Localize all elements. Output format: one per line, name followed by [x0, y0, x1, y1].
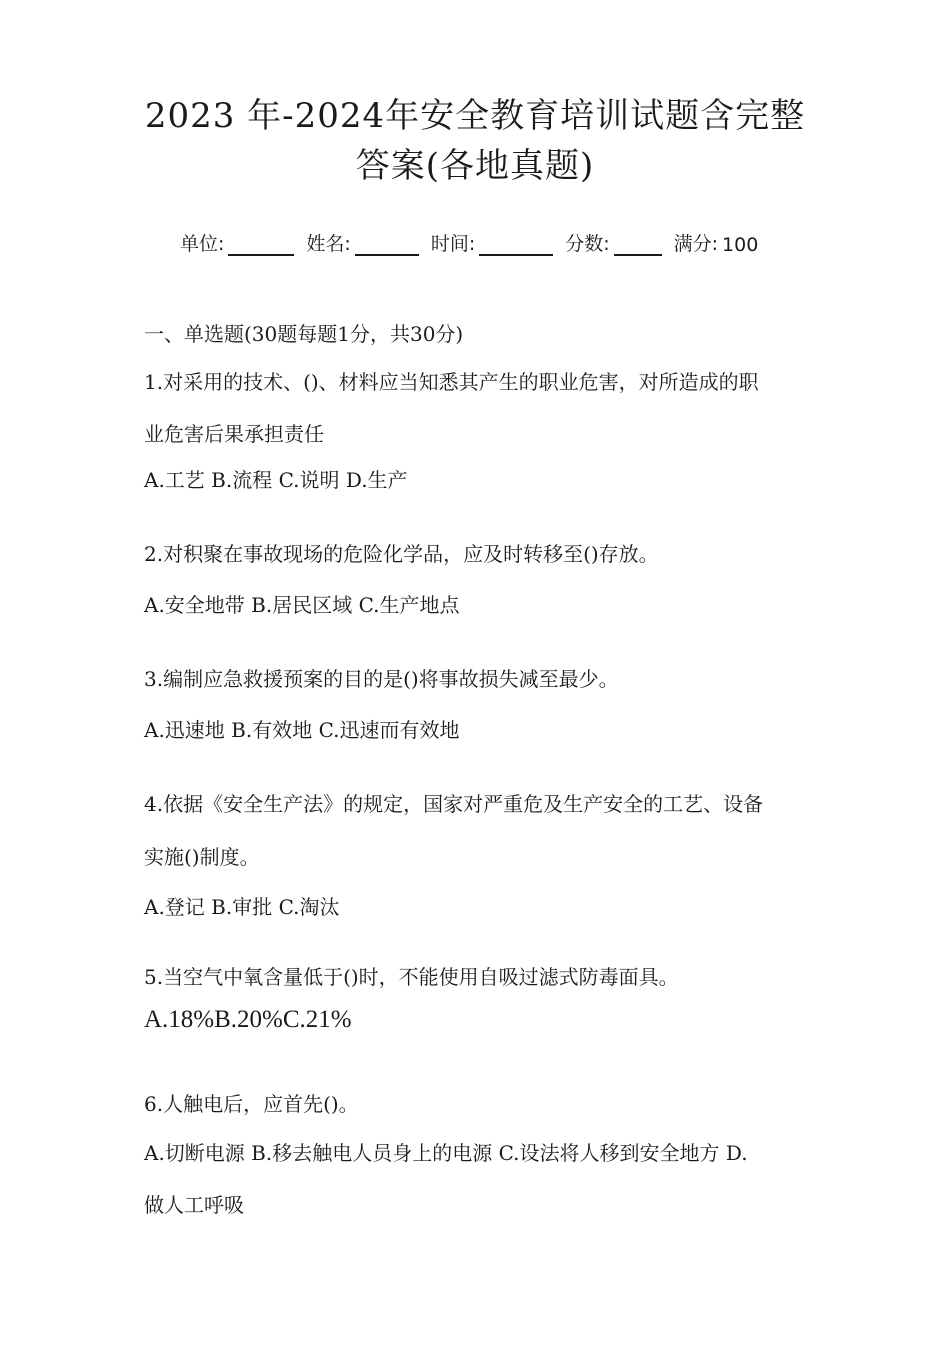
- score-blank: [614, 232, 662, 256]
- question-3-text: 3.编制应急救援预案的目的是()将事故损失减至最少。: [144, 667, 619, 691]
- question-6-text: 6.人触电后，应首先()。: [144, 1092, 359, 1116]
- question-2-options: A.安全地带 B.居民区域 C.生产地点: [144, 593, 460, 617]
- document-title-line-1: 2023 年-2024年安全教育培训试题含完整: [144, 96, 806, 136]
- question-4-text-line-1: 4.依据《安全生产法》的规定，国家对严重危及生产安全的工艺、设备: [144, 792, 764, 816]
- unit-blank: [228, 232, 294, 256]
- name-label: 姓名:: [306, 233, 351, 255]
- question-3-options: A.迅速地 B.有效地 C.迅速而有效地: [144, 718, 460, 742]
- section-heading: 一、单选题(30题每题1分，共30分): [144, 322, 464, 346]
- question-6-options-line-2: 做人工呼吸: [144, 1193, 244, 1217]
- question-4-options: A.登记 B.审批 C.淘汰: [144, 895, 340, 919]
- time-label: 时间:: [430, 233, 476, 255]
- question-2-text: 2.对积聚在事故现场的危险化学品，应及时转移至()存放。: [144, 542, 659, 566]
- question-5-options: A.18%B.20%C.21%: [144, 1006, 352, 1033]
- score-label: 分数:: [565, 233, 610, 255]
- question-1-options: A.工艺 B.流程 C.说明 D.生产: [144, 468, 408, 492]
- question-1-text-line-1: 1.对采用的技术、()、材料应当知悉其产生的职业危害，对所造成的职: [144, 370, 759, 394]
- question-4-text-line-2: 实施()制度。: [144, 845, 260, 869]
- question-5-text: 5.当空气中氧含量低于()时，不能使用自吸过滤式防毒面具。: [144, 965, 679, 989]
- exam-info-line: [180, 220, 758, 256]
- document-title-line-2: 答案(各地真题): [355, 146, 595, 186]
- question-6-options-line-1: A.切断电源 B.移去触电人员身上的电源 C.设法将人移到安全地方 D.: [144, 1141, 748, 1165]
- question-1-text-line-2: 业危害后果承担责任: [144, 422, 324, 446]
- unit-label: 单位:: [180, 233, 225, 255]
- name-blank: [355, 232, 419, 256]
- full-score-label: 满分:: [673, 233, 719, 255]
- full-score-value: 100: [722, 234, 759, 256]
- time-blank: [479, 232, 553, 256]
